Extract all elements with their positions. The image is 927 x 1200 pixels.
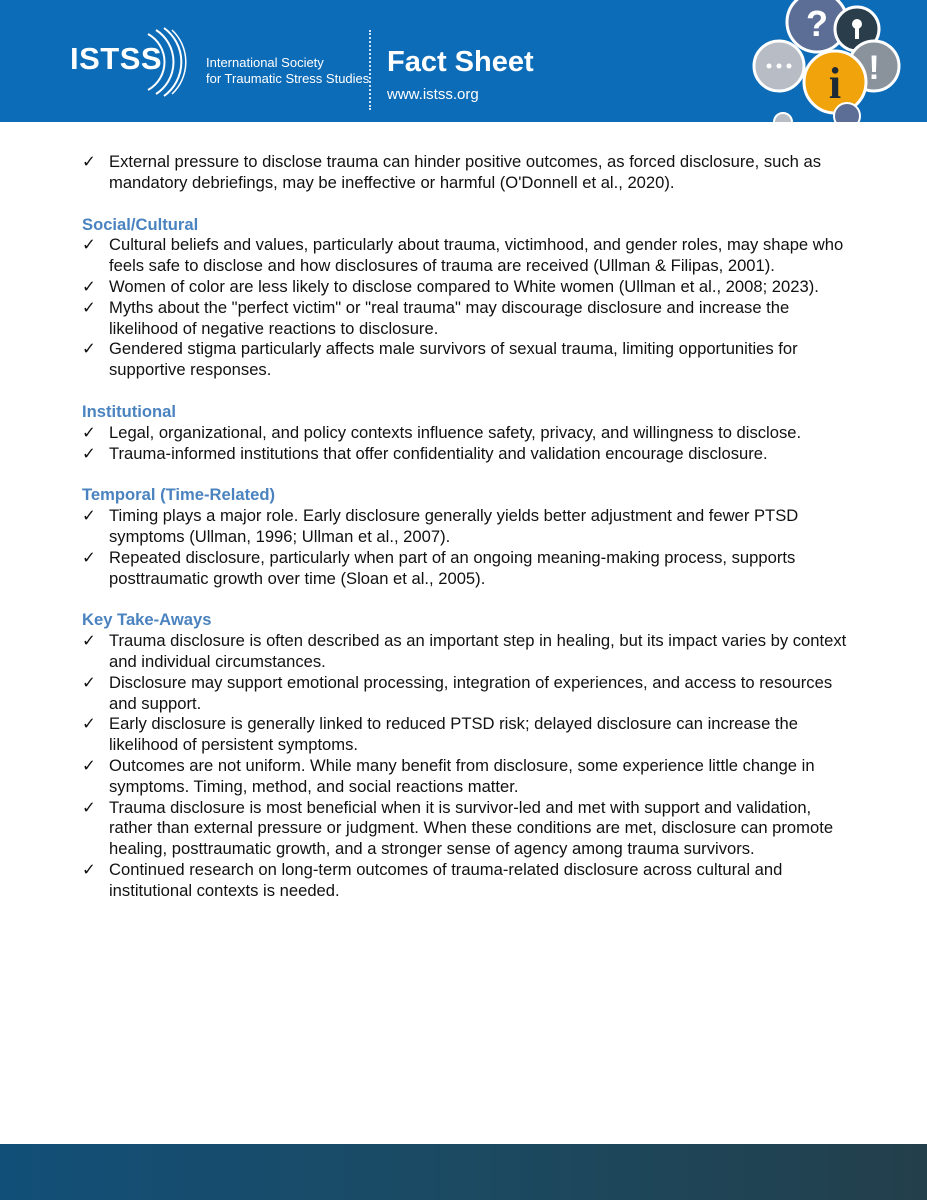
checklist-item-text: Legal, organizational, and policy contexts influence safety, privacy, and willingness to disclose.: [109, 422, 802, 442]
checkmark-icon: ✓: [82, 672, 96, 692]
checklist-item: [82, 673, 852, 715]
checkmark-icon: ✓: [82, 714, 96, 734]
checklist-item-text: Continued research on long-term outcomes of trauma-related disclosure across cultural and institutional contexts is needed.: [109, 859, 783, 900]
checkmark-icon: ✓: [82, 297, 96, 317]
checkmark-icon: ✓: [82, 506, 96, 526]
checklist-item-text: Trauma disclosure is most beneficial when it is survivor-led and met with support and validation, rather than external pressure or judgment. When these conditions are met, disclosure can promote healing, posttraumatic growth, and a stronger sense of agency among trauma survivors.: [109, 797, 834, 859]
checklist-item: [82, 714, 852, 756]
checkmark-icon: ✓: [82, 235, 96, 255]
section-heading: Institutional: [82, 401, 177, 421]
checklist-item: [82, 235, 852, 277]
checkmark-icon: ✓: [82, 152, 96, 171]
checklist-item: [82, 860, 852, 902]
svg-text:i: i: [828, 59, 842, 108]
section-heading: Key Take-Aways: [82, 610, 212, 630]
checkmark-icon: ✓: [82, 631, 96, 651]
fact-sheet-body: [82, 152, 852, 902]
page-title: Fact Sheet: [387, 46, 534, 78]
checklist-item: [82, 444, 852, 465]
small-bubble-icon: [774, 113, 792, 122]
checklist-item-text: Outcomes are not uniform. While many benefit from disclosure, some experience little change in symptoms. Timing, method, and social reactions matter.: [109, 755, 815, 796]
checklist-item: [82, 298, 852, 340]
website-url: www.istss.org: [387, 86, 479, 103]
organization-name-line1: International Society: [206, 55, 324, 70]
checklist-item-text: External pressure to disclose trauma can hinder positive outcomes, as forced disclosure, such as mandatory debriefings, may be ineffective or harmful (O'Donnell et al., 2020).: [109, 152, 822, 192]
footer-bar: [0, 1144, 927, 1200]
section-heading: Temporal (Time-Related): [82, 485, 276, 505]
checkmark-icon: ✓: [82, 755, 96, 775]
checkmark-icon: ✓: [82, 443, 96, 463]
checklist-item: [82, 631, 852, 673]
svg-text:!: !: [868, 49, 880, 87]
checkmark-icon: ✓: [82, 339, 96, 359]
info-icon: [804, 51, 866, 113]
ellipsis-icon: [754, 41, 804, 91]
checkmark-icon: ✓: [82, 797, 96, 817]
checklist-item-text: Women of color are less likely to disclose compared to White women (Ullman et al., 2008; 2023).: [109, 276, 819, 296]
organization-name: [206, 55, 369, 87]
info-bubbles-graphic: [740, 0, 927, 122]
checklist-item-text: Gendered stigma particularly affects male survivors of sexual trauma, limiting opportunities for supportive responses.: [109, 339, 798, 380]
checklist-item: [82, 339, 852, 381]
checkmark-icon: ✓: [82, 276, 96, 296]
checkmark-icon: ✓: [82, 859, 96, 879]
istss-logo: ISTSS: [70, 41, 163, 76]
header-divider: [369, 30, 371, 110]
checklist-item: [82, 798, 852, 860]
checklist-item-text: Repeated disclosure, particularly when part of an ongoing meaning-making process, supports posttraumatic growth over time (Sloan et al., 2005).: [109, 547, 796, 588]
checklist-item: [82, 423, 852, 444]
checklist-item: [82, 548, 852, 590]
checklist-item: [82, 152, 852, 194]
organization-name-line2: for Traumatic Stress Studies: [206, 71, 370, 86]
logo-arcs-icon: [130, 22, 190, 102]
checklist-item-text: Myths about the "perfect victim" or "real trauma" may discourage disclosure and increase the likelihood of negative reactions to disclosure.: [109, 297, 790, 338]
checkmark-icon: ✓: [82, 422, 96, 442]
checklist-item: [82, 277, 852, 298]
small-bubble-icon: [834, 103, 860, 122]
checklist-item: [82, 506, 852, 548]
checklist-item-text: Disclosure may support emotional processing, integration of experiences, and access to resources and support.: [109, 672, 833, 713]
header-banner: [0, 0, 927, 122]
section-heading: Social/Cultural: [82, 214, 199, 234]
checklist-item-text: Trauma disclosure is often described as an important step in healing, but its impact varies by context and individual circumstances.: [109, 631, 847, 671]
checklist-item: [82, 756, 852, 798]
checkmark-icon: ✓: [82, 547, 96, 567]
checklist-item-text: Early disclosure is generally linked to reduced PTSD risk; delayed disclosure can increase the likelihood of persistent symptoms.: [109, 714, 798, 755]
checklist-item-text: Trauma-informed institutions that offer confidentiality and validation encourage disclosure.: [109, 443, 768, 463]
checklist-item-text: Timing plays a major role. Early disclosure generally yields better adjustment and fewer PTSD symptoms (Ullman, 1996; Ullman et al., 2007).: [109, 506, 799, 546]
checklist-item-text: Cultural beliefs and values, particularly about trauma, victimhood, and gender roles, may shape who feels safe to disclose and how disclosures of trauma are received (Ullman & Filipas, 2001).: [109, 235, 844, 276]
svg-text:?: ?: [806, 3, 828, 44]
